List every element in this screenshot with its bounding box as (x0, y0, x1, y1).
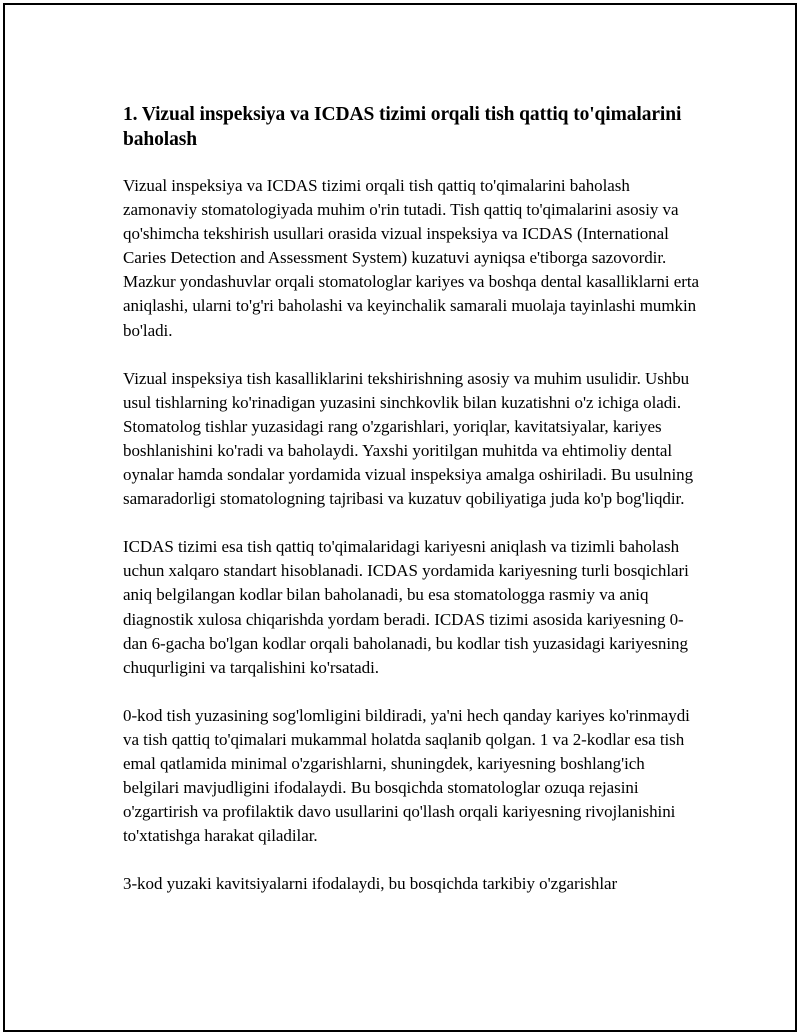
section-heading: 1. Vizual inspeksiya va ICDAS tizimi orqali tish qattiq to'qimalarini baholash (123, 104, 682, 150)
paragraph-intro: Vizual inspeksiya va ICDAS tizimi orqali tish qattiq to'qimalarini baholash zamonaviy stomatologiyada muhim o'rin tutadi. Tish qattiq to'qimalarini asosiy va qo'shimcha tekshirish usullari orasida vizual inspeksiya va ICDAS (International Caries Detection and Assessment System) kuzatuvi ayniqsa e'tiborga sazovordir. Mazkur yondashuvlar orqali stomatologlar kariyes va boshqa dental kasalliklarni erta aniqlashi, ularni to'g'ri baholashi va keyinchalik samarali muolaja tayinlashi mumkin bo'ladi. (123, 176, 699, 340)
document-body (123, 102, 703, 920)
paragraph-code-3: 3-kod yuzaki kavitsiyalarni ifodalaydi, bu bosqichda tarkibiy o'zgarishlar (123, 874, 618, 894)
page-frame (3, 3, 797, 1032)
paragraph-codes-0-2: 0-kod tish yuzasining sog'lomligini bildiradi, ya'ni hech qanday kariyes ko'rinmaydi va tish qattiq to'qimalari mukammal holatda saqlanib qolgan. 1 va 2-kodlar esa tish emal qatlamida minimal o'zgarishlarni, shuningdek, kariyesning boshlang'ich belgilari mavjudligini ifodalaydi. Bu bosqichda stomatologlar ozuqa rejasini o'zgartirish va profilaktik davo usullarini qo'llash orqali kariyesning rivojlanishini to'xtatishga harakat qiladilar. (123, 705, 690, 846)
paragraph-icdas-system: ICDAS tizimi esa tish qattiq to'qimalaridagi kariyesni aniqlash va tizimli baholash uchun xalqaro standart hisoblanadi. ICDAS yordamida kariyesning turli bosqichlari aniq belgilangan kodlar bilan baholanadi, bu esa stomatologga rasmiy va aniq diagnostik xulosa chiqarishda yordam beradi. ICDAS tizimi asosida kariyesning 0-dan 6-gacha bo'lgan kodlar orqali baholanadi, bu kodlar tish yuzasidagi kariyesning chuqurligini va tarqalishini ko'rsatadi. (123, 537, 689, 677)
paragraph-visual-inspection: Vizual inspeksiya tish kasalliklarini tekshirishning asosiy va muhim usulidir. Ushbu usul tishlarning ko'rinadigan yuzasini sinchkovlik bilan kuzatishni o'z ichiga oladi. Stomatolog tishlar yuzasidagi rang o'zgarishlari, yoriqlar, kavitatsiyalar, kariyes boshlanishini ko'radi va baholaydi. Yaxshi yoritilgan muhitda va ehtimoliy dental oynalar hamda sondalar yordamida vizual inspeksiya amalga oshiriladi. Bu usulning samaradorligi stomatologning tajribasi va kuzatuv qobiliyatiga juda ko'p bog'liqdir. (123, 368, 694, 509)
